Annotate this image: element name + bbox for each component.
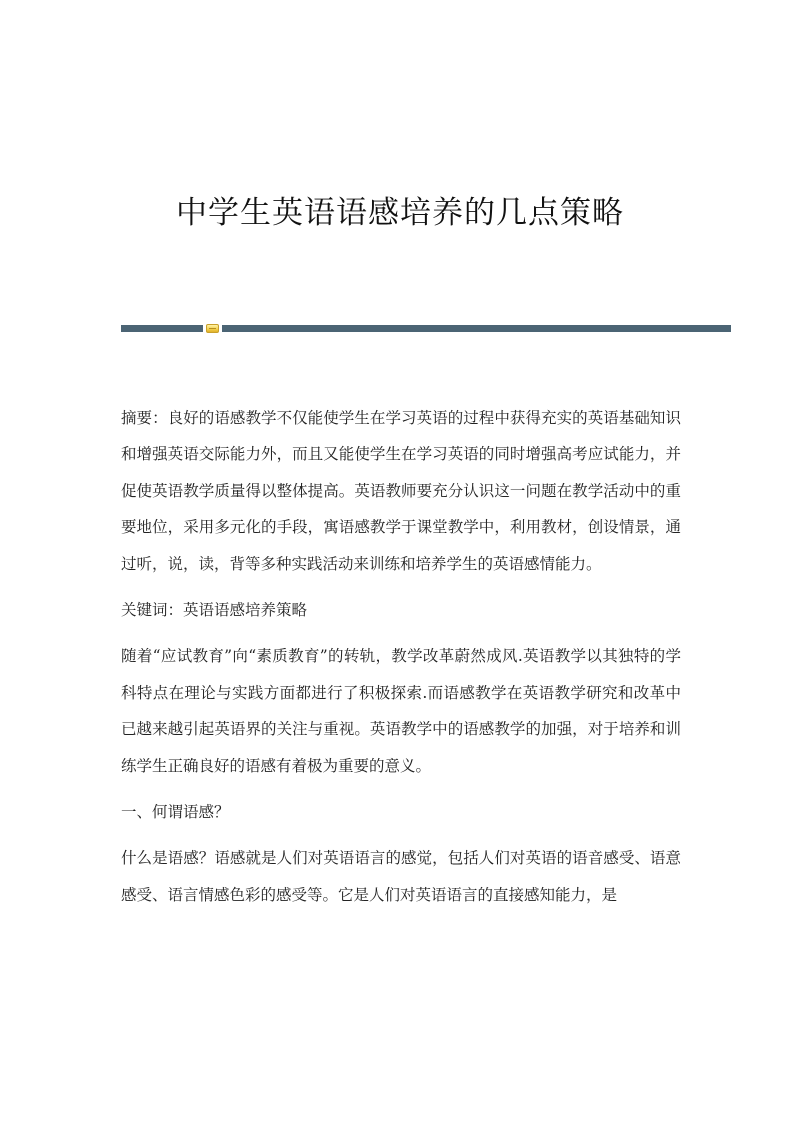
section-body-paragraph: 什么是语感？语感就是人们对英语语言的感觉，包括人们对英语的语音感受、语意感受、语言情感色彩的感受等。它是人们对英语语言的直接感知能力，是 [121,849,681,904]
abstract-paragraph: 摘要：良好的语感教学不仅能使学生在学习英语的过程中获得充实的英语基础知识和增强英语交际能力外，而且又能使学生在学习英语的同时增强高考应试能力，并促使英语教学质量得以整体提高。英语教师要充分认识这一问题在教学活动中的重要地位，采用多元化的手段，寓语感教学于课堂教学中，利用教材，创设情景，通过听，说，读，背等多种实践活动来训练和培养学生的英语感情能力。 [121,409,681,573]
title-divider [121,325,731,333]
divider-ornament-icon [206,324,219,333]
intro-paragraph: 随着“应试教育”向“素质教育”的转轨，教学改革蔚然成风.英语教学以其独特的学科特点在理论与实践方面都进行了积极探索.而语感教学在英语教学研究和改革中已越来越引起英语界的关注与重视。英语教学中的语感教学的加强，对于培养和训练学生正确良好的语感有着极为重要的意义。 [121,647,681,775]
document-title: 中学生英语语感培养的几点策略 [176,195,624,231]
keywords-line: 关键词：英语语感培养策略 [121,601,308,620]
divider-bar-right [222,325,731,332]
section-heading: 一、何谓语感？ [121,803,230,822]
divider-bar-left [121,325,203,332]
document-body [121,400,681,923]
